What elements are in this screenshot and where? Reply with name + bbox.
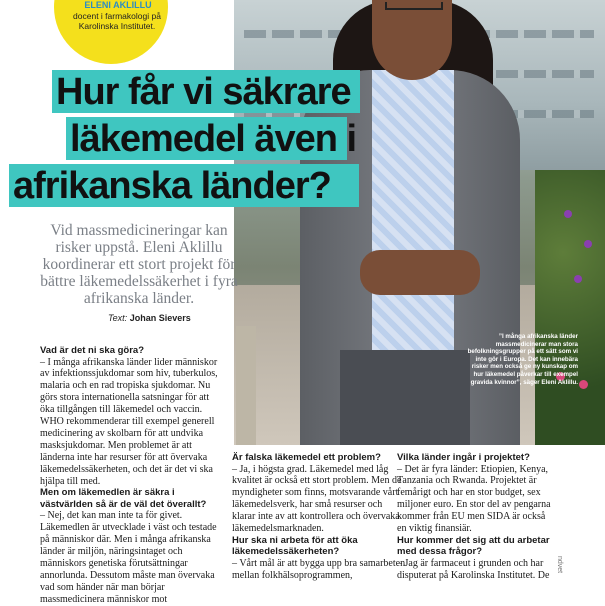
lead-paragraph: Vid massmedicineringar kan risker uppstå. Eleni Aklillu koordinerar ett stort projekt för bättre läkemedelssäkerhet i fyra afrikanska länder. [40,222,238,307]
photo-flower [574,275,582,283]
answer-paragraph: – I många afrikanska länder lider människor av infektionssjukdomar som hiv, tuberkulos, malaria och en rad tropiska sjukdomar. Nu görs stora internationella satsningar för att öka tillgången till läkemedel och vaccin. WHO rekommenderar till exempel generell medicinering av skolbarn för att undvika masksjukdomar. Men problemet är att länderna inte har resurser för att övervaka läkemedelssäkerheten, och det är det vi ska hjälpa till med. [40,356,218,487]
photo-flower [584,240,592,248]
byline-label: Text: [108,313,128,323]
headline [0,70,360,211]
photo-person-trousers [340,350,470,445]
byline [108,313,268,323]
answer-paragraph: – Det är fyra länder: Etiopien, Kenya, Tanzania och Rwanda. Projektet är femårigt och har en stor budget, sex miljoner euro. En stor del av pengarna kommer från EU men SIDA är också en viktig finansiär. [397,463,551,535]
photo-person-blouse [372,70,454,350]
question-heading: Hur kommer det sig att du arbetar med dessa frågor? [397,534,550,558]
photo-person-face [372,0,452,80]
question-heading: Men om läkemedlen är säkra i västvärlden så är de väl det överallt? [40,487,207,510]
answer-paragraph: – Jag är farmaceut i grunden och har disputerat på Karolinska Institutet. De [397,557,550,581]
photo-flower [579,380,588,389]
author-name: ELENI AKLILLU [84,0,152,10]
photo-pillar [236,326,256,445]
headline-line-3: afrikanska länder? [9,164,359,207]
question-heading: Vad är det ni ska göra? [40,345,145,356]
answer-paragraph: – Ja, i högsta grad. Läkemedel med låg kvalitet är också ett stort problem. Men de myndigheter som finns, motsvarande vårt läkemedelsverk, har små resurser och klarar inte av att kontrollera och övervaka läkemedelsmarknaden. [232,463,402,535]
question-heading: Vilka länder ingår i projektet? [397,452,530,463]
question-heading: Är falska läkemedel ett problem? [232,452,381,463]
photo-person-hands [360,250,480,295]
photo-flower [564,210,572,218]
article-column-1 [40,345,220,606]
question-heading: Hur ska ni arbeta för att öka läkemedelssäkerheten? [232,534,358,558]
article-column-3 [397,452,557,582]
headline-line-2: läkemedel även i [66,117,347,160]
vertical-margin-text: ndvet [556,556,563,574]
article-column-2 [232,452,407,582]
headline-line-1: Hur får vi säkrare [52,70,360,113]
answer-paragraph: – Vårt mål är att bygga upp bra samarbeten mellan folkhälsoprogrammen, [232,557,406,581]
byline-name: Johan Sievers [129,313,191,323]
author-description: docent i farmakologi på Karolinska Institutet. [73,11,161,31]
answer-paragraph: – Nej, det kan man inte ta för givet. Läkemedlen är utvecklade i väst och testade på människor där. Men i många afrikanska länder är miljön, näringsintaget och människors genetiska förutsättningar annorlunda. Dessutom måste man övervaka vad som händer när man börjar massmedicinera människor mot [40,510,217,605]
photo-caption: ”I många afrikanska länder massmedicinerar man stora befolkningsgrupper på ett sätt som vi inte gör i Europa. Det kan innebära risker men också ge ny kunskap om hur läkemedel påverkar till exempel gravida kvinnor”, säger Eleni Aklillu. [467,333,578,386]
photo-person-glasses [385,2,443,10]
